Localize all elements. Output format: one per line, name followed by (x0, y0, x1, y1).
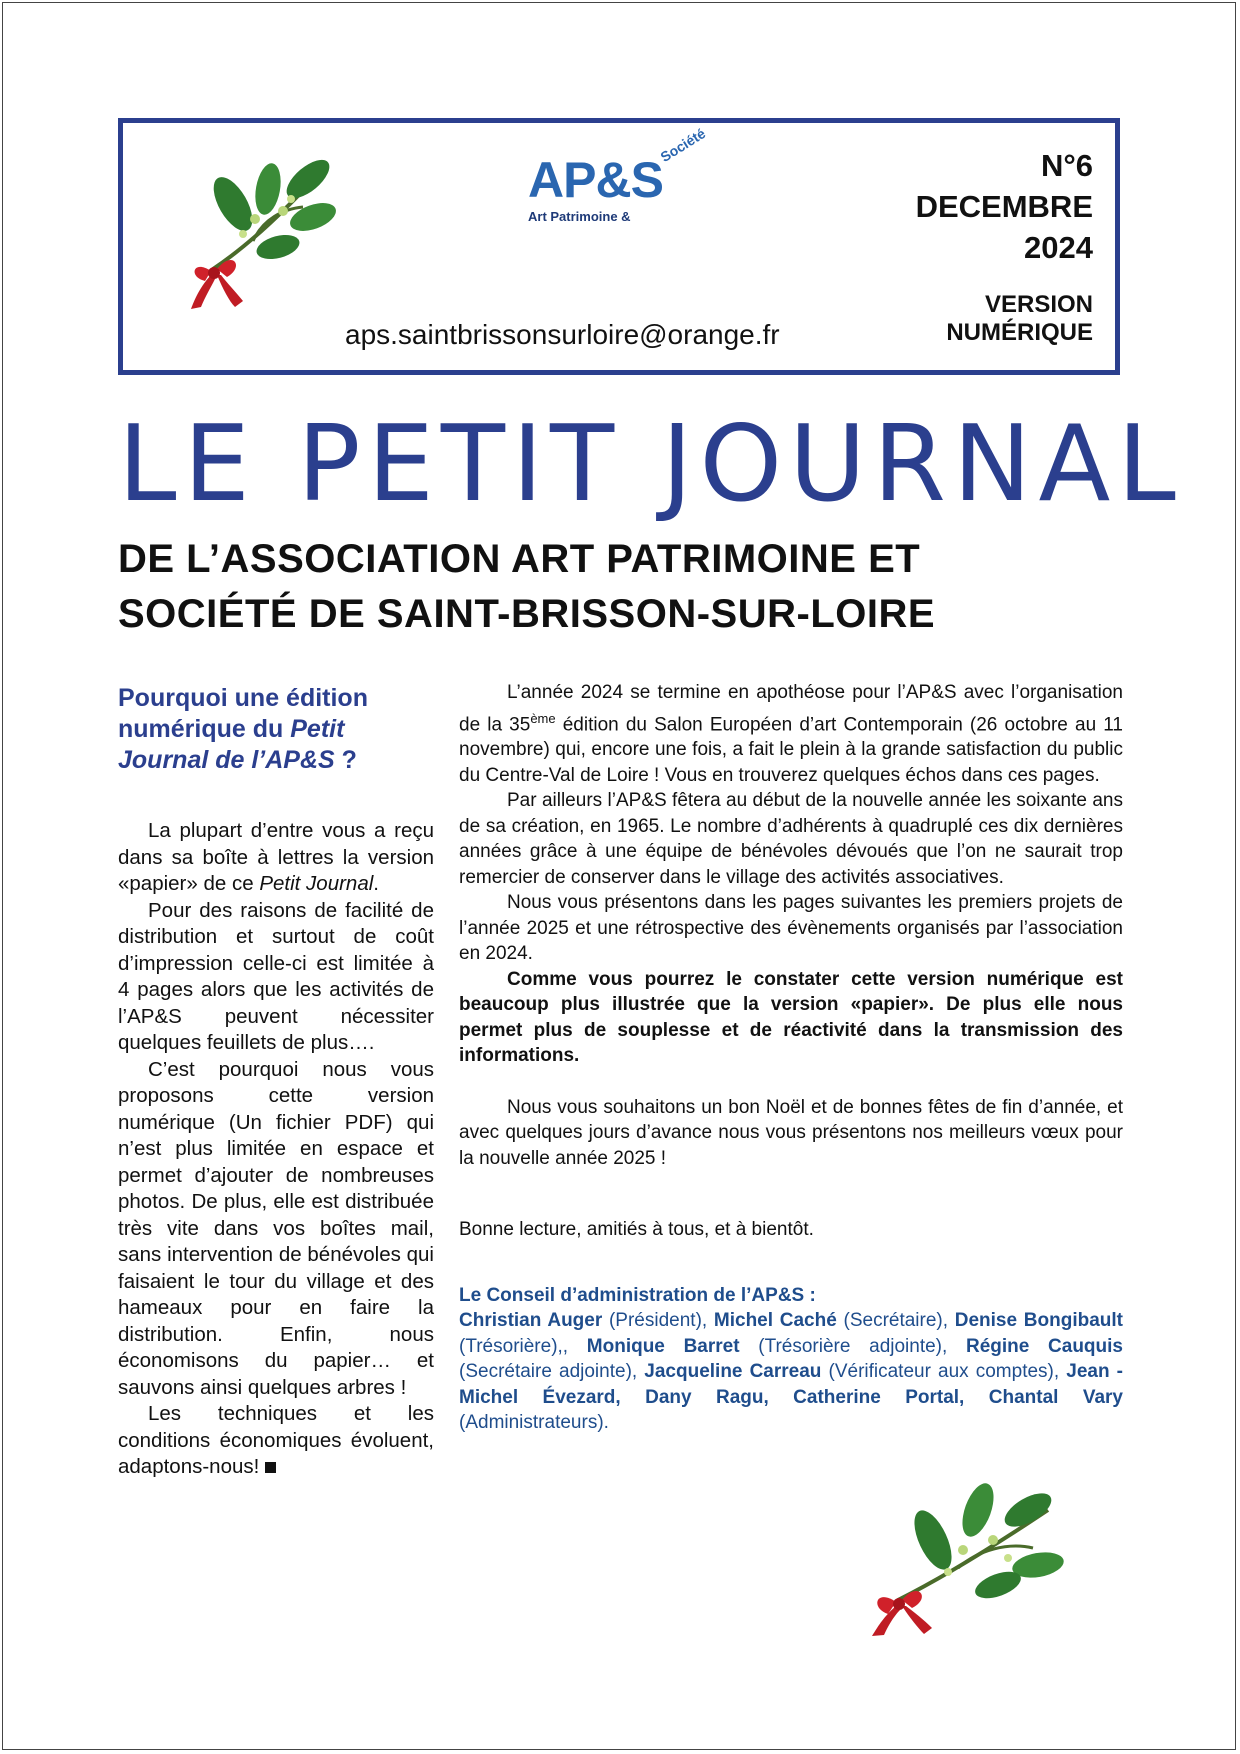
council-title: Le Conseil d’administration de l’AP&S : (459, 1284, 816, 1306)
council-member-role: (Secrétaire adjointe), (459, 1361, 645, 1383)
right-p1-b: édition du Salon Européen d’art Contemporain (26 octobre au 11 novembre) qui, encore une fois, a fait le plein à la grande satisfaction du public du Centre-Val de Loire ! Vous en trouverez quelques échos dans ces pages. (459, 713, 1123, 786)
left-p1-italic: Petit Journal (259, 872, 374, 895)
issue-year: 2024 (1024, 230, 1093, 265)
left-column (118, 683, 434, 1481)
left-heading-end: ? (334, 746, 357, 774)
council-member-name: Monique Barret (586, 1335, 740, 1357)
council-member-role: (Trésorière),, (459, 1335, 587, 1357)
journal-subtitle (118, 532, 935, 642)
journal-title: LE PETIT JOURNAL (118, 403, 1183, 525)
right-paragraph: Par ailleurs l’AP&S fêtera au début de la nouvelle année les soixante ans de sa création, en 1965. Le nombre d’adhérents à quadruplé ces dix dernières années grâce à une équipe de bénévoles dévoués que l’on ne saurait trop remercier de conserver dans le village des activités associatives. (459, 790, 1123, 888)
left-p1-text: La plupart d’entre vous a reçu dans sa boîte à lettres la version «papier» de ce (118, 819, 434, 895)
council-member-role: (Secrétaire), (836, 1310, 955, 1332)
left-p1-end: . (373, 872, 379, 895)
version-line-2: NUMÉRIQUE (946, 319, 1093, 346)
council-member-role: (Vérificateur aux comptes), (821, 1361, 1067, 1383)
left-heading (118, 683, 434, 776)
council-member-role: (Administrateurs). (459, 1412, 609, 1434)
issue-info (916, 145, 1093, 268)
council-member-role: (Trésorière adjointe), (739, 1335, 966, 1357)
header-box (118, 118, 1120, 375)
logo-societe: Société (657, 125, 709, 165)
right-p1-sup: ème (530, 710, 556, 726)
left-paragraph: C’est pourquoi nous vous proposons cette version numérique (Un fichier PDF) qui n’est plus limitée en espace et permet d’ajouter de nombreuses photos. De plus, elle est distribuée très vite dans vos boîtes mail, sans intervention de bénévoles qui faisaient le tour du village et des hameaux pour en faire la distribution. Enfin, nous économisons du papier… et sauvons ainsi quelques arbres ! (118, 1057, 434, 1399)
mistletoe-icon (858, 1480, 1068, 1640)
council-member-name: Régine Cauquis (966, 1335, 1123, 1357)
closing-line: Bonne lecture, amitiés à tous, et à bientôt. (459, 1219, 814, 1241)
aps-logo (528, 125, 738, 231)
left-heading-text: Pourquoi une édition numérique du (118, 684, 368, 743)
logo-main: AP&S (528, 152, 663, 208)
version-label (946, 291, 1093, 347)
contact-email[interactable]: aps.saintbrissonsurloire@orange.fr (345, 319, 780, 350)
left-paragraph (118, 1401, 434, 1481)
logo-subtitle: Art Patrimoine & (528, 209, 631, 224)
subtitle-line-1: DE L’ASSOCIATION ART PATRIMOINE ET (118, 537, 921, 581)
version-line-1: VERSION (984, 291, 1093, 318)
council-member-name: Christian Auger (459, 1310, 603, 1332)
left-heading-italic: Petit Journal de l’AP&S (118, 715, 345, 774)
issue-month: DECEMBRE (915, 189, 1093, 224)
left-p4-text: Les techniques et les conditions économiques évoluent, adaptons-nous! (118, 1402, 434, 1478)
right-p1-a: L’année 2024 se termine en apothéose pour l’AP&S avec l’organisation de la 35 (459, 682, 1123, 735)
council-member-name: Jacqueline Carreau (644, 1361, 822, 1383)
subtitle-line-2: SOCIÉTÉ DE SAINT-BRISSON-SUR-LOIRE (118, 592, 936, 636)
council-member-role: (Président), (602, 1310, 714, 1332)
mistletoe-icon (183, 149, 348, 314)
council-list (459, 1308, 1123, 1436)
left-paragraph (118, 818, 434, 898)
council-member-name: Jean - Michel Évezard, Dany Ragu, Catherine Portal, Chantal Vary (459, 1361, 1123, 1408)
issue-number: N°6 (1040, 148, 1093, 183)
end-square-icon (265, 1462, 276, 1473)
right-column (459, 680, 1123, 1436)
right-paragraph-bold: Comme vous pourrez le constater cette version numérique est beaucoup plus illustrée que la version «papier». De plus elle nous permet plus de souplesse et de réactivité dans la transmission des informations. (459, 968, 1123, 1067)
right-paragraph: Nous vous souhaitons un bon Noël et de bonnes fêtes de fin d’année, et avec quelques jours d’avance nous vous présentons nos meilleurs vœux pour la nouvelle année 2025 ! (459, 1096, 1123, 1169)
right-paragraph (459, 680, 1123, 788)
right-paragraph: Nous vous présentons dans les pages suivantes les premiers projets de l’année 2025 et une rétrospective des évènements organisés par l’association en 2024. (459, 892, 1123, 965)
council-member-name: Michel Caché (713, 1310, 837, 1332)
left-paragraph: Pour des raisons de facilité de distribution et surtout de coût d’impression celle-ci est limitée à 4 pages alors que les activités de l’AP&S peuvent nécessiter quelques feuillets de plus…. (118, 898, 434, 1054)
council-member-name: Denise Bongibault (954, 1310, 1123, 1332)
